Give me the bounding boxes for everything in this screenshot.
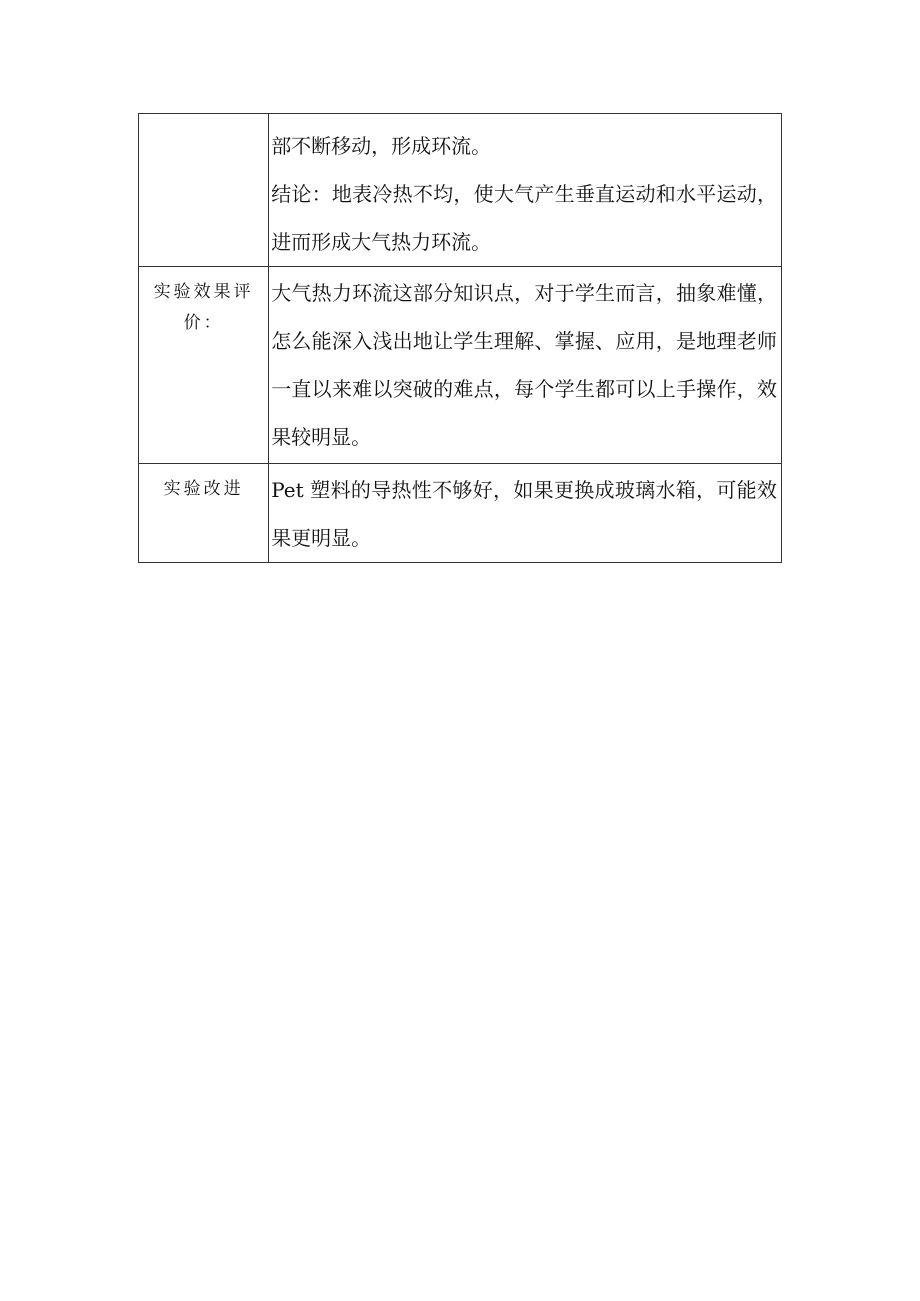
experiment-table — [138, 113, 782, 563]
content-paragraph-improvement: Pet 塑料的导热性不够好，如果更换成玻璃水箱，可能效果更明显。 — [271, 478, 777, 550]
row-content-continuation — [269, 114, 782, 267]
content-paragraph: 部不断移动，形成环流。 — [271, 134, 492, 158]
row-label-improvement: 实验改进 — [139, 464, 269, 563]
content-paragraph-conclusion: 结论：地表冷热不均，使大气产生垂直运动和水平运动，进而形成大气热力环流。 — [271, 182, 777, 254]
row-label-evaluation: 实验效果评价： — [139, 267, 269, 464]
table-row-evaluation — [139, 267, 782, 464]
table-row-improvement — [139, 464, 782, 563]
row-content-evaluation — [269, 267, 782, 464]
table-row-continuation — [139, 114, 782, 267]
row-content-improvement — [269, 464, 782, 563]
row-label-empty — [139, 114, 269, 267]
content-paragraph-evaluation: 大气热力环流这部分知识点，对于学生而言，抽象难懂，怎么能深入浅出地让学生理解、掌握、应用，是地理老师一直以来难以突破的难点，每个学生都可以上手操作，效果较明显。 — [271, 281, 777, 449]
